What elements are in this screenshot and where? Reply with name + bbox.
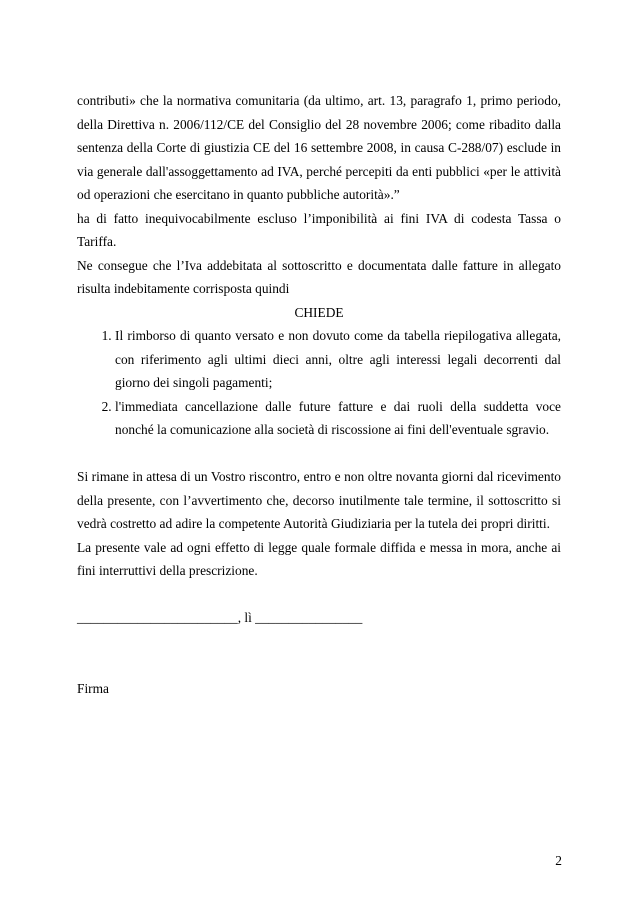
spacer: [77, 442, 561, 466]
paragraph-directive-citation: contributi» che la normativa comunitaria (da ultimo, art. 13, paragrafo 1, primo periodo, della Direttiva n. 2006/112/CE del Consiglio del 28 novembre 2006; come ribadito dalla sentenza della Corte di giustizia CE del 16 settembre 2008, in causa C-288/07) esclude in via generale dall'assoggettamento ad IVA, perché percepiti da enti pubblici «per le attività od operazioni che esercitano in quanto pubbliche autorità».”: [77, 93, 561, 202]
paragraph-vat-undue: Ne consegue che l’Iva addebitata al sottoscritto e documentata dalle fatture in allegato risulta indebitamente corrisposta quindi: [77, 257, 561, 296]
page-number: 2: [555, 853, 562, 868]
request-list: [77, 324, 561, 442]
signature-label: Firma: [77, 680, 109, 696]
paragraph-formal-notice: La presente vale ad ogni effetto di legge quale formale diffida e messa in mora, anche ai fini interruttivi della prescrizione.: [77, 539, 561, 578]
request-item-refund: 1. Il rimborso di quanto versato e non dovuto come da tabella riepilogativa allegata, con riferimento agli ultimi dieci anni, oltre agli interessi legali decorrenti dal giorno dei singoli pagamenti;: [115, 324, 561, 395]
request-heading: CHIEDE: [294, 304, 344, 320]
place-date-line: ________________________, lì ________________: [77, 610, 363, 625]
spacer: [77, 630, 561, 677]
paragraph-vat-exclusion: ha di fatto inequivocabilmente escluso l’imponibilità ai fini IVA di codesta Tassa o Tariffa.: [77, 210, 561, 249]
document-body: [77, 89, 561, 700]
spacer: [77, 583, 561, 607]
request-item-cancellation: 2. l'immediata cancellazione dalle future fatture e dai ruoli della suddetta voce nonché la comunicazione alla società di riscossione ai fini dell'eventuale sgravio.: [115, 395, 561, 442]
paragraph-awaiting-reply: Si rimane in attesa di un Vostro riscontro, entro e non oltre novanta giorni dal ricevimento della presente, con l’avvertimento che, decorso inutilmente tale termine, il sottoscritto si vedrà costretto ad adire la competente Autorità Giudiziaria per la tutela dei propri diritti.: [77, 469, 561, 531]
